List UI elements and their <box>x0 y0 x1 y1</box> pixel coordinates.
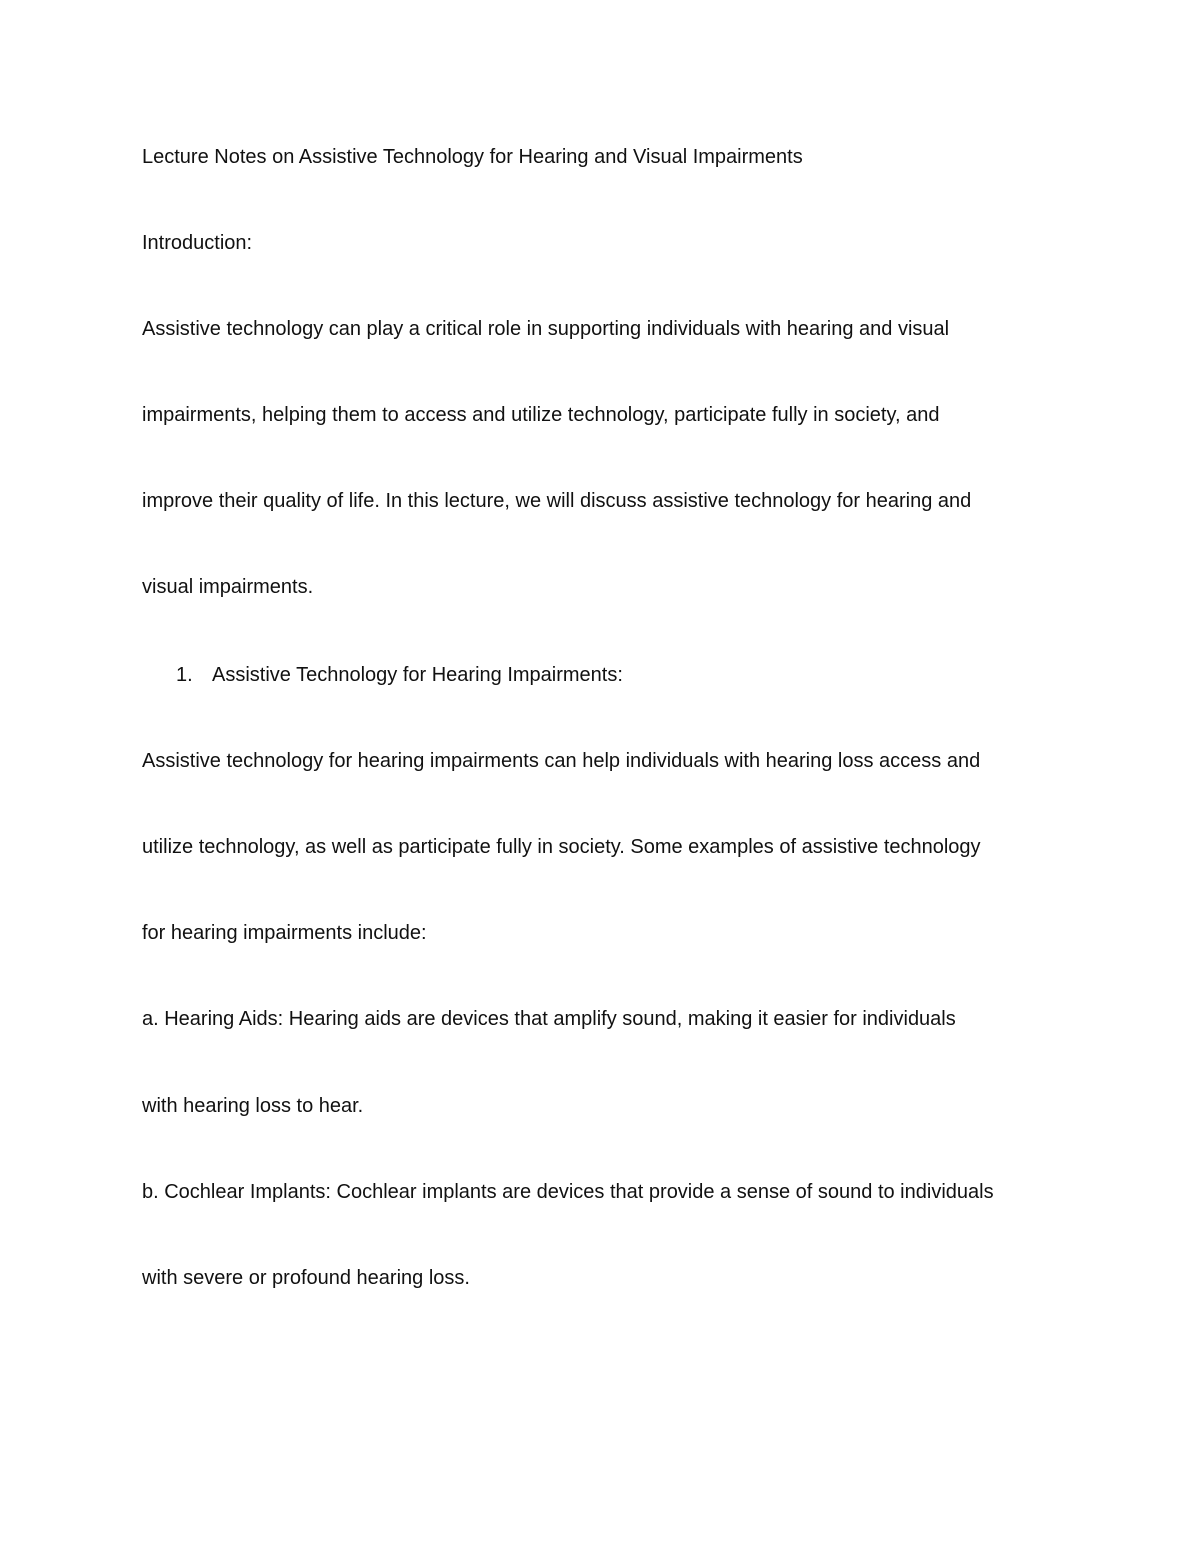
section-1-heading <box>176 662 623 688</box>
intro-heading: Introduction: <box>142 232 253 254</box>
intro-line-4: visual impairments. <box>142 576 314 598</box>
item-a-line-2: with hearing loss to hear. <box>142 1095 364 1117</box>
intro-line-1: Assistive technology can play a critical role in supporting individuals with hearing and visual <box>142 318 950 340</box>
intro-line-2: impairments, helping them to access and utilize technology, participate fully in society, and <box>142 404 940 426</box>
document-title: Lecture Notes on Assistive Technology for Hearing and Visual Impairments <box>142 146 803 168</box>
section-1-title: Assistive Technology for Hearing Impairments: <box>212 664 623 686</box>
item-b-line-2: with severe or profound hearing loss. <box>142 1267 470 1289</box>
item-a-line-1: a. Hearing Aids: Hearing aids are devices that amplify sound, making it easier for individuals <box>142 1008 956 1030</box>
section-1-line-1: Assistive technology for hearing impairments can help individuals with hearing loss access and <box>142 750 981 772</box>
section-1-number: 1. <box>176 664 193 686</box>
section-1-line-2: utilize technology, as well as participate fully in society. Some examples of assistive technology <box>142 836 981 858</box>
intro-line-3: improve their quality of life. In this lecture, we will discuss assistive technology for hearing and <box>142 490 972 512</box>
section-1-line-3: for hearing impairments include: <box>142 922 427 944</box>
item-b-line-1: b. Cochlear Implants: Cochlear implants are devices that provide a sense of sound to individuals <box>142 1181 994 1203</box>
